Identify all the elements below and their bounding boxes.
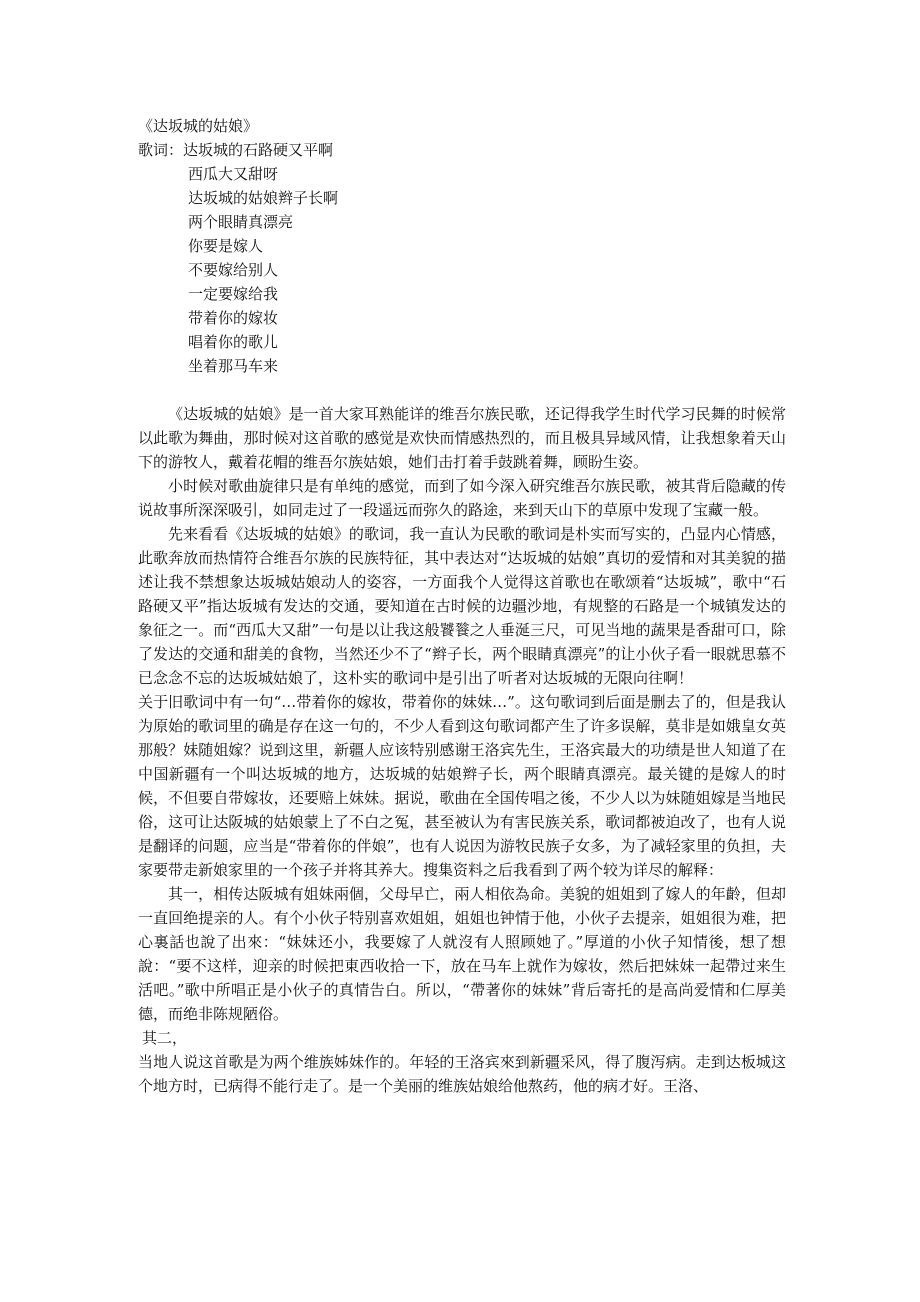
lyric-line: 达坂城的姑娘辫子长啊 — [188, 189, 339, 207]
lyric-line: 坐着那马车来 — [188, 357, 279, 375]
document-page — [138, 114, 786, 1098]
lyric-line: 西瓜大又甜呀 — [188, 165, 279, 183]
lyrics-first-line: 歌词：达坂城的石路硬又平啊 — [138, 141, 334, 159]
paragraph-explanation-one: 其一，相传达阪城有姐妹兩個，父母早亡，兩人相依為命。美貌的姐姐到了嫁人的年齡，但却一直回绝提亲的人。有个小伙子特别喜欢姐姐，姐姐也钟情于他，小伙子去提亲，姐姐很为难，把心裏話也說了出來：“妹妹还小，我要嫁了人就沒有人照顾她了。”厚道的小伙子知情後，想了想說：“要不这样，迎亲的时候把東西收拾一下，放在马车上就作为嫁妆，然后把妹妹一起帶过来生活吧。”歌中所唱正是小伙子的真情告白。所以，“帶著你的妹妹”背后寄托的是高尚爱情和仁厚美德，而绝非陈规陋俗。 — [138, 885, 786, 1023]
lyric-line: 带着你的嫁妆 — [188, 309, 279, 327]
paragraph-childhood: 小时候对歌曲旋律只是有单纯的感觉，而到了如今深入研究维吾尔族民歌，被其背后隐藏的传说故事所深深吸引，如同走过了一段遥远而弥久的路途，来到天山下的草原中发现了宝藏一般。 — [138, 477, 786, 519]
blank-line — [138, 378, 786, 402]
paragraph-explanation-two-heading: 其二， — [142, 1029, 188, 1047]
lyric-line: 唱着你的歌儿 — [188, 333, 279, 351]
paragraph-explanation-two: 当地人说这首歌是为两个维族姊妹作的。年轻的王洛宾來到新疆采风，得了腹泻病。走到达板城这个地方时，已病得不能行走了。是一个美丽的维族姑娘给他熬药，他的病才好。王洛、 — [138, 1053, 786, 1095]
lyric-line: 一定要嫁给我 — [188, 285, 279, 303]
lyric-line: 不要嫁给别人 — [188, 261, 279, 279]
lyric-line: 两个眼睛真漂亮 — [188, 213, 294, 231]
document-title: 《达坂城的姑娘》 — [138, 117, 259, 135]
lyric-line: 你要是嫁人 — [188, 237, 264, 255]
paragraph-old-lyrics: 关于旧歌词中有一句“…带着你的嫁妆，带着你的妹妹…”。这句歌词到后面是删去了的，但是我认为原始的歌词里的确是存在这一句的，不少人看到这句歌词都产生了许多误解，莫非是如娥皇女英那般？妹随姐嫁？说到这里，新疆人应该特别感谢王洛宾先生，王洛宾最大的功绩是世人知道了在中国新疆有一个叫达坂城的地方，达坂城的姑娘辫子长，两个眼睛真漂亮。最关键的是嫁人的时候，不但要自带嫁妆，还要赔上妹妹。据说，歌曲在全国传唱之後，不少人以为妹随姐嫁是当地民俗，这可让达阪城的姑娘蒙上了不白之冤，甚至被认为有害民族关系，歌词都被迫改了，也有人说是翻译的问题，应当是“带着你的伴娘”，也有人说因为游牧民族子女多，为了减轻家里的负担，夫家要带走新娘家里的一个孩子并将其养大。搜集资料之后我看到了两个较为详尽的解释： — [138, 693, 786, 879]
paragraph-intro: 《达坂城的姑娘》是一首大家耳熟能详的维吾尔族民歌，还记得我学生时代学习民舞的时候常以此歌为舞曲，那时候对这首歌的感觉是欢快而情感热烈的，而且极具异域风情，让我想象着天山下的游牧人，戴着花帽的维吾尔族姑娘，她们击打着手鼓跳着舞，顾盼生姿。 — [138, 405, 786, 471]
paragraph-lyrics-analysis: 先来看看《达坂城的姑娘》的歌词，我一直认为民歌的歌词是朴实而写实的，凸显内心情感，此歌奔放而热情符合维吾尔族的民族特征，其中表达对“达坂城的姑娘”真切的爱情和对其美貌的描述让我不禁想象达坂城姑娘动人的姿容，一方面我个人觉得这首歌也在歌颂着“达坂城”，歌中“石路硬又平”指达坂城有发达的交通，要知道在古时候的边疆沙地，有规整的石路是一个城镇发达的象征之一。而“西瓜大又甜”一句是以让我这般饕餮之人垂涎三尺，可见当地的蔬果是香甜可口，除了发达的交通和甜美的食物，当然还少不了“辫子长，两个眼睛真漂亮”的让小伙子看一眼就思慕不已念念不忘的达坂城姑娘了，这朴实的歌词中是引出了听者对达坂城的无限向往啊！ — [138, 525, 786, 687]
